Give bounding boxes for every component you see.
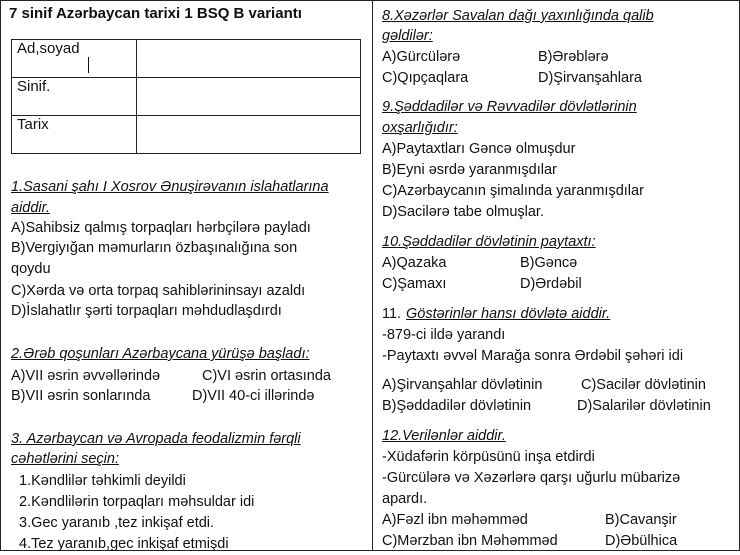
name-field[interactable] xyxy=(137,40,361,78)
text-cursor xyxy=(88,57,89,73)
q9-option-d: D)Sacilərə tabe olmuşlar. xyxy=(382,204,544,220)
q12-option-d: D)Əbülhica xyxy=(605,533,678,549)
question-12: 12.Verilənlər aiddir. xyxy=(382,428,506,444)
q12-option-c: C)Mərzban ibn Məhəmməd xyxy=(382,533,558,549)
q12-fact-1: -Xüdafərin körpüsünü inşa etdirdi xyxy=(382,449,595,465)
date-field[interactable] xyxy=(137,116,361,154)
q11-option-d: D)Salarilər dövlətinin xyxy=(577,398,711,414)
q2-option-b: B)VII əsrin sonlarında xyxy=(11,388,151,404)
q1-option-c: C)Xərda və orta torpaq sahiblərininsayı azaldı xyxy=(11,283,306,299)
question-11-number: 11. xyxy=(382,306,402,322)
question-8-line-2: gəldilər: xyxy=(382,28,433,44)
q9-option-c: C)Azərbaycanın şimalında yaranmışdılar xyxy=(382,183,644,199)
question-2: 2.Ərəb qoşunları Azərbaycana yürüşə başladı: xyxy=(11,346,310,362)
table-row xyxy=(12,78,361,116)
student-info-table xyxy=(11,39,361,154)
date-label: Tarix xyxy=(12,116,137,154)
q11-fact-2: -Paytaxtı əvvəl Marağa sonra Ərdəbil şəhəri idi xyxy=(382,348,684,364)
q1-option-a: A)Sahibsiz qalmış torpaqları hərbçilərə payladı xyxy=(11,220,311,236)
q1-option-b: B)Vergiyığan məmurların özbaşınalığına son xyxy=(11,240,298,256)
q8-option-b: B)Ərəblərə xyxy=(538,49,609,65)
question-3-line-2: cəhətlərini seçin: xyxy=(11,451,119,467)
q8-option-d: D)Şirvanşahlara xyxy=(538,70,642,86)
q9-option-a: A)Paytaxtları Gəncə olmuşdur xyxy=(382,141,576,157)
q1-option-b-cont: qoydu xyxy=(11,261,51,277)
q12-option-a: A)Fəzl ibn məhəmməd xyxy=(382,512,528,528)
q3-item-1: 1.Kəndlilər təhkimli deyildi xyxy=(19,473,186,489)
question-9-line-1: 9.Şəddadilər və Rəvvadilər dövlətlərinin xyxy=(382,99,637,115)
q1-option-d: D)İslahatlır şərti torpaqları məhdudlaşdırdı xyxy=(11,303,282,319)
q11-option-c: C)Sacilər dövlətinin xyxy=(581,377,706,393)
question-8-line-1: 8.Xəzərlər Savalan dağı yaxınlığında qalib xyxy=(382,8,654,24)
q12-fact-2: -Gürcülərə və Xəzərlərə qarşı uğurlu mübarizə xyxy=(382,470,681,486)
q2-option-a: A)VII əsrin əvvəllərində xyxy=(11,368,161,384)
q3-item-2: 2.Kəndlilərin torpaqları məhsuldar idi xyxy=(19,494,255,510)
q11-fact-1: -879-ci ildə yarandı xyxy=(382,327,506,343)
question-3-line-1: 3. Azərbaycan və Avropada feodalizmin fərqli xyxy=(11,431,301,447)
q10-option-c: C)Şamaxı xyxy=(382,276,447,292)
question-1-line-1: 1.Sasani şahı I Xosrov Ənuşirəvanın islahatlarına xyxy=(11,179,329,195)
question-10: 10.Şəddadilər dövlətinin paytaxtı: xyxy=(382,234,596,250)
worksheet-title: 7 sinif Azərbaycan tarixi 1 BSQ B variantı xyxy=(9,5,302,22)
class-field[interactable] xyxy=(137,78,361,116)
q3-item-4: 4.Tez yaranıb,gec inkişaf etmişdi xyxy=(19,536,229,552)
q12-fact-2-cont: apardı. xyxy=(382,491,428,507)
q8-option-c: C)Qıpçaqlara xyxy=(382,70,469,86)
question-9-line-2: oxşarlığıdır: xyxy=(382,120,458,136)
q9-option-b: B)Eyni əsrdə yaranmışdılar xyxy=(382,162,557,178)
q10-option-a: A)Qazaka xyxy=(382,255,447,271)
table-row xyxy=(12,116,361,154)
q12-option-b: B)Cavanşir xyxy=(605,512,677,528)
q11-option-b: B)Şəddadilər dövlətinin xyxy=(382,398,532,414)
q3-item-3: 3.Gec yaranıb ,tez inkişaf etdi. xyxy=(19,515,215,531)
q2-option-c: C)VI əsrin ortasında xyxy=(202,368,331,384)
q8-option-a: A)Gürcülərə xyxy=(382,49,461,65)
name-label: Ad,soyad xyxy=(12,40,137,78)
class-label: Sinif. xyxy=(12,78,137,116)
question-1-line-2: aiddir. xyxy=(11,200,50,216)
question-11: Göstərinlər hansı dövlətə aiddir. xyxy=(406,306,611,322)
column-divider xyxy=(372,0,373,551)
q2-option-d: D)VII 40-ci illərində xyxy=(192,388,315,404)
table-row xyxy=(12,40,361,78)
q10-option-d: D)Ərdəbil xyxy=(520,276,582,292)
q11-option-a: A)Şirvanşahlar dövlətinin xyxy=(382,377,543,393)
q10-option-b: B)Gəncə xyxy=(520,255,578,271)
